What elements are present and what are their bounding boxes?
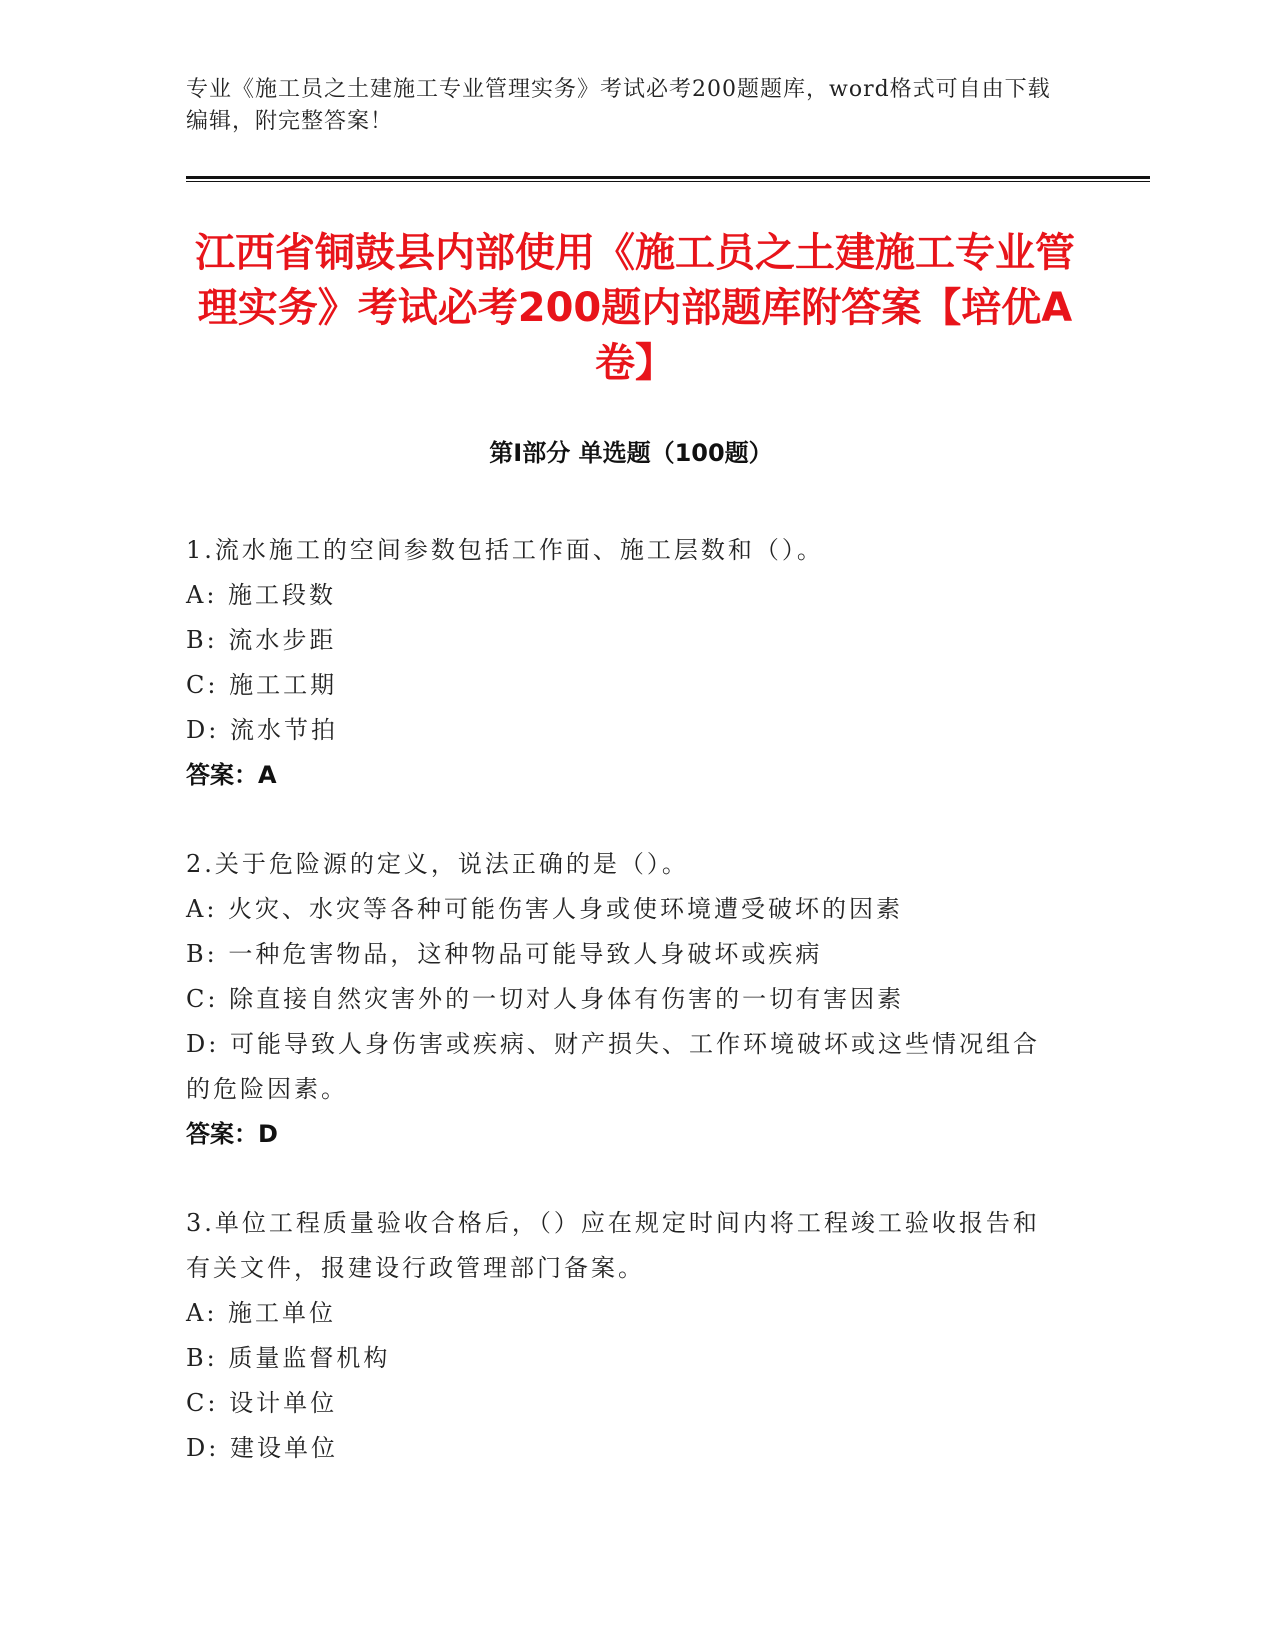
- option-c: C: 施工工期: [186, 671, 338, 699]
- option-a: A: 火灾、水灾等各种可能伤害人身或使环境遭受破坏的因素: [186, 895, 904, 923]
- option-b: B: 一种危害物品，这种物品可能导致人身破坏或疾病: [186, 940, 823, 968]
- question-stem: 3.单位工程质量验收合格后，（）应在规定时间内将工程竣工验收报告和有关文件，报建设行政管理部门备案。: [186, 1209, 1040, 1282]
- document-title: 江西省铜鼓县内部使用《施工员之土建施工专业管理实务》考试必考200题内部题库附答案【培优A卷】: [195, 230, 1075, 386]
- question-item: [186, 528, 1066, 798]
- answer-line: 答案：A: [186, 761, 277, 789]
- question-stem: 1.流水施工的空间参数包括工作面、施工层数和（）。: [186, 536, 824, 564]
- option-d: D: 可能导致人身伤害或疾病、财产损失、工作环境破坏或这些情况组合的危险因素。: [186, 1030, 1040, 1103]
- question-stem: 2.关于危险源的定义，说法正确的是（）。: [186, 850, 689, 878]
- question-item: [186, 842, 1066, 1157]
- option-b: B: 质量监督机构: [186, 1344, 391, 1372]
- answer-line: 答案：D: [186, 1120, 278, 1148]
- question-list: [186, 528, 1066, 1515]
- option-b: B: 流水步距: [186, 626, 337, 654]
- option-d: D: 流水节拍: [186, 716, 338, 744]
- option-c: C: 设计单位: [186, 1389, 338, 1417]
- header-note: 专业《施工员之土建施工专业管理实务》考试必考200题题库，word格式可自由下载编辑，附完整答案！: [186, 77, 1051, 134]
- header-divider-thick: [186, 176, 1150, 179]
- section-heading: 第I部分 单选题（100题）: [489, 439, 773, 467]
- option-c: C: 除直接自然灾害外的一切对人身体有伤害的一切有害因素: [186, 985, 905, 1013]
- option-a: A: 施工段数: [186, 581, 337, 609]
- option-a: A: 施工单位: [186, 1299, 337, 1327]
- option-d: D: 建设单位: [186, 1434, 338, 1462]
- question-item: [186, 1201, 1066, 1471]
- header-divider-thin: [186, 181, 1150, 182]
